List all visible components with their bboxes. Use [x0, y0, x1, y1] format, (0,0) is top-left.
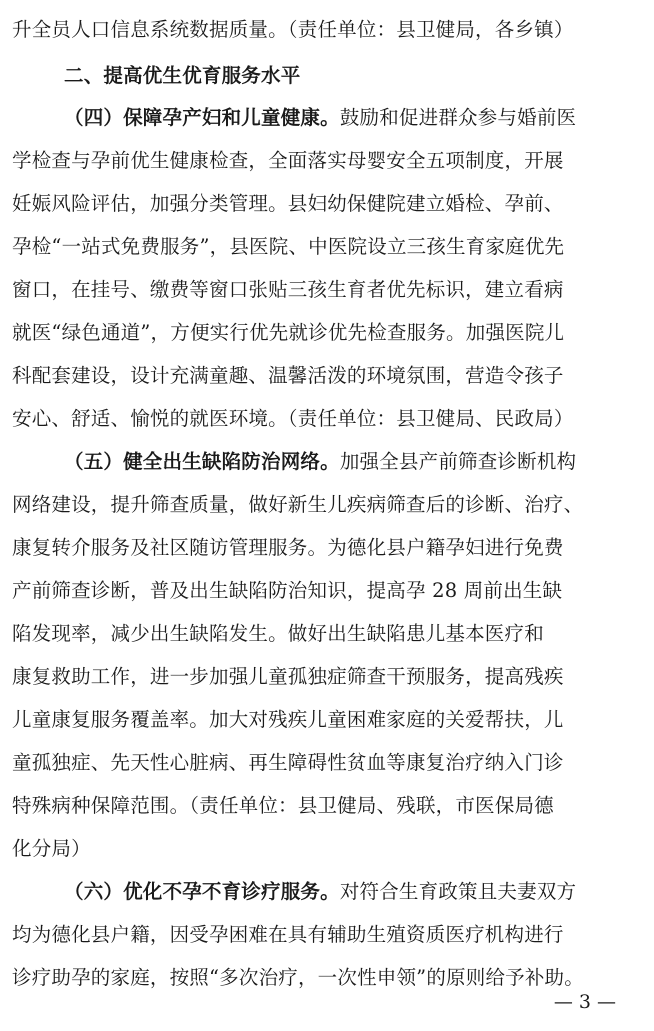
paragraph-4-first-line	[64, 102, 576, 134]
text-line: 产前筛查诊断，普及出生缺陷防治知识，提高孕 28 周前出生缺	[12, 579, 563, 602]
paragraph-4-title: （四）保障孕产妇和儿童健康。	[64, 106, 340, 129]
text-line: 儿童康复服务覆盖率。加大对残疾儿童困难家庭的关爱帮扶，儿	[12, 708, 564, 731]
text-line: 童孤独症、先天性心脏病、再生障碍性贫血等康复治疗纳入门诊	[12, 751, 564, 774]
paragraph-6-first-line	[64, 876, 576, 908]
text-line: 特殊病种保障范围。（责任单位：县卫健局、残联，市医保局德	[12, 794, 554, 817]
paragraph-5-first-line	[64, 446, 576, 478]
text-line: 升全员人口信息系统数据质量。（责任单位：县卫健局，各乡镇）	[12, 18, 574, 41]
paragraph-5-text: 加强全县产前筛查诊断机构	[339, 450, 577, 473]
page-number: — 3 —	[553, 991, 616, 1013]
text-line: 网络建设，提升筛查质量，做好新生儿疾病筛查后的诊断、治疗、	[12, 493, 584, 516]
text-line: 妊娠风险评估，加强分类管理。县妇幼保健院建立婚检、孕前、	[12, 192, 564, 215]
text-line: 陷发现率，减少出生缺陷发生。做好出生缺陷患儿基本医疗和	[12, 622, 544, 645]
text-line: 就医“绿色通道”，方便实行优先就诊优先检查服务。加强医院儿	[12, 321, 565, 344]
paragraph-6-text: 对符合生育政策且夫妻双方	[339, 880, 577, 903]
text-line: 化分局）	[12, 837, 91, 860]
text-line: 学检查与孕前优生健康检查，全面落实母婴安全五项制度，开展	[12, 149, 564, 172]
paragraph-5-title: （五）健全出生缺陷防治网络。	[64, 450, 340, 473]
text-line: 均为德化县户籍，因受孕困难在具有辅助生殖资质医疗机构进行	[12, 923, 564, 946]
text-line: 安心、舒适、愉悦的就医环境。（责任单位：县卫健局、民政局）	[12, 407, 574, 430]
text-line: 窗口，在挂号、缴费等窗口张贴三孩生育者优先标识，建立看病	[12, 278, 564, 301]
text-line: 康复救助工作，进一步加强儿童孤独症筛查干预服务，提高残疾	[12, 665, 564, 688]
paragraph-6-title: （六）优化不孕不育诊疗服务。	[64, 880, 340, 903]
section-heading: 二、提高优生优育服务水平	[64, 64, 301, 87]
text-line: 孕检“一站式免费服务”，县医院、中医院设立三孩生育家庭优先	[12, 235, 565, 258]
text-line: 康复转介服务及社区随访管理服务。为德化县户籍孕妇进行免费	[12, 536, 564, 559]
paragraph-4-text: 鼓励和促进群众参与婚前医	[339, 106, 577, 129]
text-line: 科配套建设，设计充满童趣、温馨活泼的环境氛围，营造令孩子	[12, 364, 564, 387]
text-line: 诊疗助孕的家庭，按照“多次治疗，一次性申领”的原则给予补助。	[12, 966, 584, 989]
